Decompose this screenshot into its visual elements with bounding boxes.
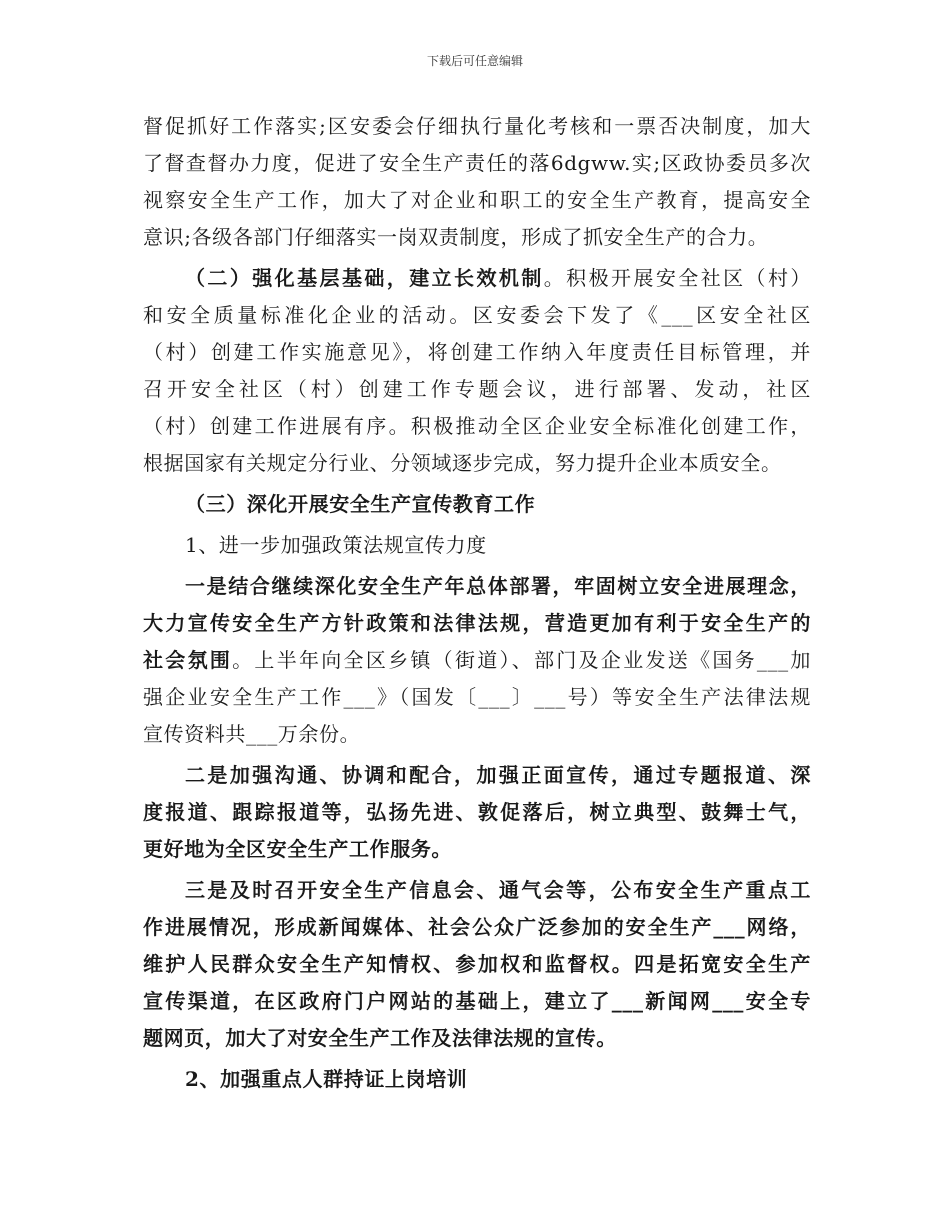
page-header: 下载后可任意编辑 (426, 54, 523, 68)
text-line: 和安全质量标准化企业的活动。区安委会下发了《___区安全社区 (143, 303, 811, 327)
text-line: 宣传渠道，在区政府门户网站的基础上，建立了___新闻网___安全专 (143, 989, 811, 1013)
paragraph-point-three (143, 872, 811, 1057)
subheading-certification-training: 2、加强重点人群持证上岗培训 (185, 1067, 468, 1091)
text-line: 度报道、跟踪报道等，弘扬先进、敦促落后，树立典型、鼓舞士气， (143, 800, 811, 824)
section-heading-2: （二）强化基层基础，建立长效机制 (185, 266, 544, 290)
text-line: 大力宣传安全生产方针政策和法律法规，营造更加有利于安全生产的 (143, 611, 811, 635)
text-line: 召开安全社区（村）创建工作专题会议，进行部署、发动，社区 (143, 377, 811, 401)
text-line (143, 260, 811, 297)
text-run-bold: 社会氛围 (143, 648, 233, 672)
text-line: 了督查督办力度，促进了安全生产责任的落6dgww.实;区政协委员多次 (143, 151, 811, 175)
paragraph-point-two (143, 757, 811, 868)
text-line: 维护人民群众安全生产知情权、参加权和监督权。四是拓宽安全生产 (143, 952, 811, 976)
text-line: 三是及时召开安全生产信息会、通气会等，公布安全生产重点工 (185, 878, 811, 902)
text-line: 强企业安全生产工作___》（国发〔___〕___号）等安全生产法律法规 (143, 685, 811, 709)
text-line: （村）创建工作进展有序。积极推动全区企业安全标准化创建工作， (143, 414, 811, 438)
paragraph-responsibility (143, 108, 811, 256)
section-heading-3: （三）深化开展安全生产宣传教育工作 (185, 492, 536, 516)
text-line: 更好地为全区安全生产工作服务。 (143, 837, 452, 861)
text-run: 。积极开展安全社区（村） (543, 266, 811, 290)
text-line: 意识;各级各部门仔细落实一岗双责制度，形成了抓安全生产的合力。 (143, 225, 769, 249)
text-line: （村）创建工作实施意见》，将创建工作纳入年度责任目标管理，并 (143, 340, 811, 364)
text-line: 根据国家有关规定分行业、分领域逐步完成，努力提升企业本质安全。 (143, 451, 782, 475)
subheading-policy-publicity: 1、进一步加强政策法规宣传力度 (185, 533, 487, 557)
paragraph-grassroots (143, 260, 811, 482)
text-line: 视察安全生产工作，加大了对企业和职工的安全生产教育，提高安全 (143, 188, 811, 212)
text-line: 题网页，加大了对安全生产工作及法律法规的宣传。 (143, 1026, 617, 1050)
text-line: 作进展情况，形成新闻媒体、社会公众广泛参加的安全生产___网络， (143, 915, 811, 939)
text-line: 二是加强沟通、协调和配合，加强正面宣传，通过专题报道、深 (185, 763, 811, 787)
paragraph-point-one (143, 568, 811, 753)
text-line: 一是结合继续深化安全生产年总体部署，牢固树立安全进展理念， (185, 574, 811, 598)
document-body (143, 108, 811, 1098)
text-line: 督促抓好工作落实;区安委会仔细执行量化考核和一票否决制度，加大 (143, 114, 811, 138)
text-line (143, 642, 811, 679)
text-line: 宣传资料共___万余份。 (143, 722, 361, 746)
text-run: 。上半年向全区乡镇（街道）、部门及企业发送《国务___加 (232, 648, 811, 672)
